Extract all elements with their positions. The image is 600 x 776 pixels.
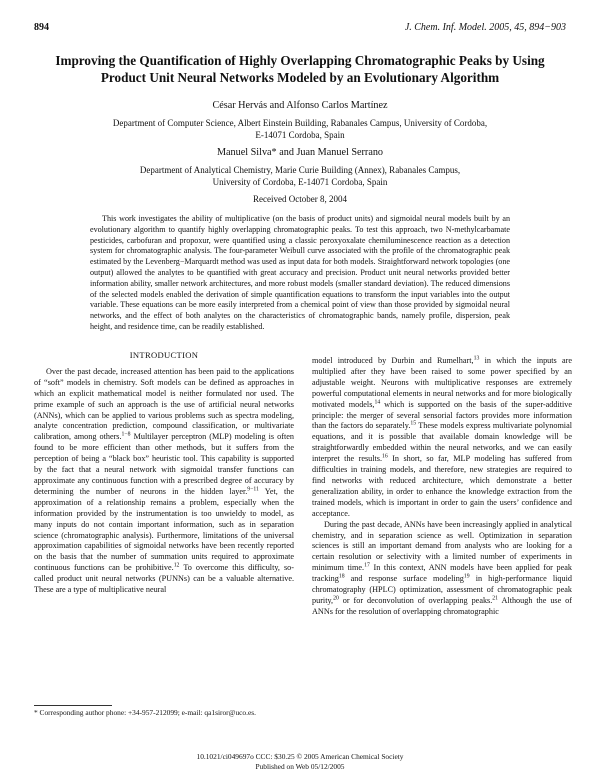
citation: 12 xyxy=(173,562,180,569)
article-title: Improving the Quantification of Highly Overlapping Chromatographic Peaks by Using Product Unit Neural Networks Modeled by an Evolutionary Algorithm xyxy=(55,53,545,85)
text-run: Although the use of ANNs for the resolution of overlapping chromatographic xyxy=(312,595,572,616)
authors-group-1: César Hervás and Alfonso Carlos Martínez xyxy=(212,100,388,111)
journal-reference: J. Chem. Inf. Model. 2005, 45, 894−903 xyxy=(404,22,566,33)
citation: 18 xyxy=(338,573,345,580)
running-header xyxy=(34,22,566,36)
text-run: During the past decade, ANNs have been increasingly applied in analytical chemistry, and in separation science as well. Optimization in separation sciences is still an important demand from analysts who are looking for a certain resolution or selectivity with a limited number of experiments in minimum time. xyxy=(312,519,572,573)
text-run: Over the past decade, increased attention has been paid to the applications of “soft” models in chemistry. Soft models can be defined as approaches in which an explicit mathematical model is neither formulated nor used. The prime example of such an approach is the use of artificial neural networks (ANNs), which can be applied to various problems such as spectra modeling, analyte concentration prediction, compound classification, or multivariate calibration, among others. xyxy=(34,366,294,442)
text-run: In this context, ANN models have been applied for peak tracking xyxy=(312,563,572,584)
citation: 19 xyxy=(463,573,470,580)
corresponding-author-footnote: * Corresponding author phone: +34-957-212099; e-mail: qa1siror@uco.es. xyxy=(34,708,256,717)
footnote-divider xyxy=(34,705,112,706)
text-run: model introduced by Durbin and Rumelhart, xyxy=(312,356,474,365)
text-run: and response surface modeling xyxy=(344,574,464,584)
citation: 14 xyxy=(374,398,381,405)
citation: 13 xyxy=(473,355,480,362)
citation: 1−8 xyxy=(121,431,131,438)
citation: 20 xyxy=(333,595,339,602)
authors-group-2: Manuel Silva* and Juan Manuel Serrano xyxy=(216,147,384,158)
citation: 16 xyxy=(382,453,388,460)
citation: 15 xyxy=(410,420,417,427)
text-run: in high-performance liquid chromatography (HPLC) optimization, assessment of chromatographic peak purity, xyxy=(312,574,572,605)
right-column xyxy=(312,356,572,618)
text-run: In short, so far, MLP modeling has suffered from difficulties in training models, and therefore, new strategies are required to find networks with reduced architecture, which demonstrate a better generalization ability, in order to enhance the knowledge extraction from the trained models, which is important in order to gain the users’ confidence and acceptance. xyxy=(312,454,572,518)
citation: 9−11 xyxy=(247,486,259,493)
published-line: Published on Web 05/12/2005 xyxy=(255,762,345,771)
left-column xyxy=(34,350,294,596)
text-run: Yet, the approximation of a relationship remains a problem, especially when the information provided by the instrumentation is too unwieldy to model, as many inputs do not contain important information, such as in separation science (chromatographic analysis). Furthermore, limitations of the universal approximation capabilities of sigmoidal networks have been recently reported on the basis that the number of summation units required to approximate continuous functions can be prohibitive. xyxy=(34,486,294,573)
received-date: Received October 8, 2004 xyxy=(253,194,347,204)
intro-paragraph-1 xyxy=(34,367,294,596)
affiliation-1: Department of Computer Science, Albert Einstein Building, Rabanales Campus, University of Cordoba, E-14071 Cordoba, Spain xyxy=(112,118,488,140)
intro-paragraph-2 xyxy=(312,520,572,618)
doi-line: 10.1021/ci049697o CCC: $30.25 © 2005 American Chemical Society xyxy=(196,752,404,761)
text-run: which is supported on the basis of the super-additive principle: the merger of several sensorial factors provides more information than the factors do separately. xyxy=(312,399,572,431)
abstract: This work investigates the ability of multiplicative (on the basis of product units) and sigmoidal neural models built by an evolutionary algorithm to quantify highly overlapping chromatographic peaks. To test this approach, two N-methylcarbamate pesticides, carbofuran and propoxur, were quantified using a classic peroxyoxalate chemiluminescence reaction as a detection system for chromatographic analysis. The four-parameter Weibull curve associated with the profile of the chromatographic peak estimated by the Levenberg−Marquardt method was used as input data for both models. Straightforward network topologies (one output) allowed the analytes to be quantified with great accuracy and precision. Product unit neural networks provided better information ability, smaller network architectures, and more robust models (smaller standard deviation). The reduced dimensions of the selected models enabled the derivation of simple quantification equations to transform the input variables into the output variable. These equations can be more easily interpreted from a chemical point of view than those provided by sigmoidal neural networks, and the effect of both analytes on the characteristics of chromatographic bands, namely profile, dispersion, peak height, and residence time, can be readily established. xyxy=(90,214,510,331)
intro-paragraph-continued xyxy=(312,356,572,520)
citation: 17 xyxy=(364,562,370,569)
text-run: These models express multivariate polynomial equations, and it is possible that available domain knowledge will be straightforwardly embedded within the neural networks, and we can easily interpret the results. xyxy=(312,421,572,464)
text-run: Multilayer perceptron (MLP) modeling is often found to be more efficient than other methods, but it suffers from the perception of being a “black box” heuristic tool. This capability is supported by the fact that a neural network with sigmoidal transfer functions can approximate any continuous function with a prescribed degree of accuracy by determining the number of neurons in the hidden layer. xyxy=(34,432,294,496)
page-number: 894 xyxy=(34,22,49,33)
citation: 21 xyxy=(492,595,499,602)
text-run: in which the inputs are multiplied after they have been raised to some power specified by an adjustable weight. Neurons with multiplicative responses are extremely powerful computational elements in neural networks and for more biologically motivated models, xyxy=(312,356,572,409)
text-run: or for deconvolution of overlapping peaks. xyxy=(338,595,493,605)
affiliation-2: Department of Analytical Chemistry, Marie Curie Building (Annex), Rabanales Campus, University of Cordoba, E-14071 Cordoba, Spain xyxy=(139,165,461,187)
section-heading-introduction: INTRODUCTION xyxy=(129,350,199,360)
text-run: To overcome this difficulty, so-called product unit neural networks (PUNNs) can be a valuable alternative. These are a type of multiplicative neural xyxy=(34,563,295,595)
